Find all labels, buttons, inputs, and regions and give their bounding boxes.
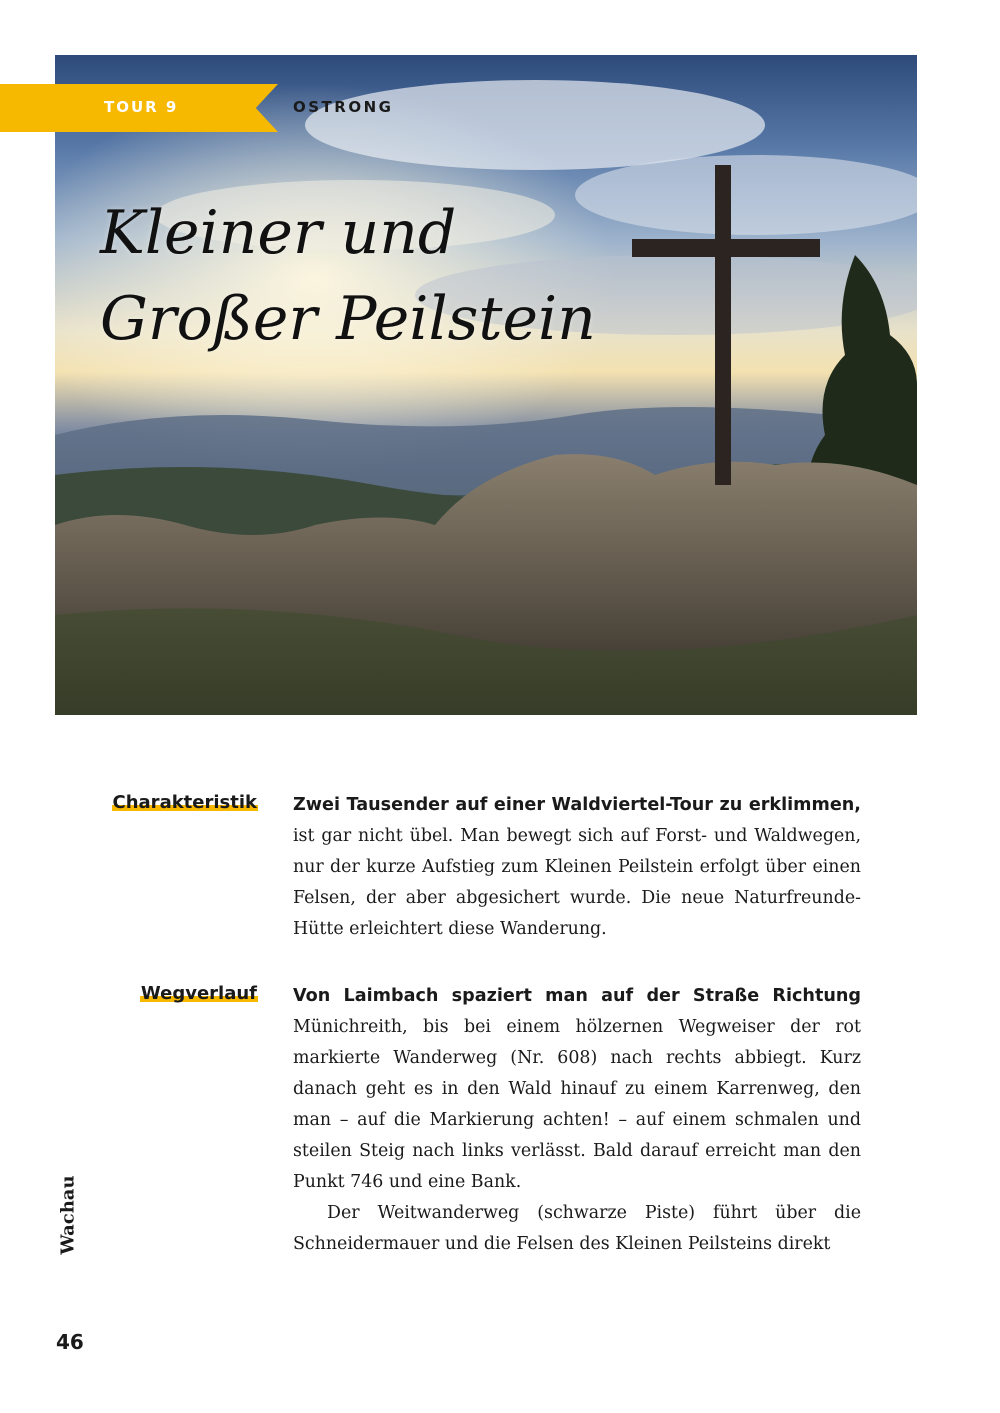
cross-beam xyxy=(632,239,820,257)
tour-label: TOUR 9 xyxy=(104,98,179,116)
section-label-wegverlauf: Wegverlauf xyxy=(140,983,257,1004)
cross-post xyxy=(715,165,731,485)
body-text: Münichreith, bis bei einem hölzernen Wegweiser der rot markierte Wanderweg (Nr. 608) nach rechts abbiegt. Kurz danach geht es in den Wald hinauf zu einem Karrenweg, den man – auf die Markierung achten! – auf einem schmalen und steilen Steig nach links verlässt. Bald darauf erreicht man den Punkt 746 und eine Bank. xyxy=(293,1017,861,1192)
landscape-illustration xyxy=(55,55,917,715)
section-text-wegverlauf xyxy=(293,981,861,1260)
title-line-1: Kleiner und xyxy=(100,198,457,268)
paragraph-2: Der Weitwanderweg (schwarze Piste) führt über die Schneidermauer und die Felsen des Kleinen Peilsteins direkt xyxy=(293,1203,861,1254)
page-number: 46 xyxy=(56,1330,84,1354)
lead-text: Zwei Tausender auf einer Waldviertel-Tour zu erklimmen, xyxy=(293,795,861,815)
section-label-charakteristik: Charakteristik xyxy=(112,792,257,813)
cross-on-rocks-photo xyxy=(55,55,917,715)
section-text-charakteristik xyxy=(293,790,861,945)
title-line-2: Großer Peilstein xyxy=(100,284,596,354)
side-region-label: Wachau xyxy=(57,1175,79,1255)
lead-text: Von Laimbach spaziert man auf der Straße Richtung xyxy=(293,986,861,1006)
body-text: ist gar nicht übel. Man bewegt sich auf Forst- und Waldwegen, nur der kurze Aufstieg zum Kleinen Peilstein erfolgt über einen Felsen, der aber abgesichert wurde. Die neue Naturfreunde-Hütte erleichtert diese Wanderung. xyxy=(293,826,861,939)
cloud xyxy=(305,80,765,170)
page-title xyxy=(100,190,596,362)
region-label: OSTRONG xyxy=(293,98,394,116)
